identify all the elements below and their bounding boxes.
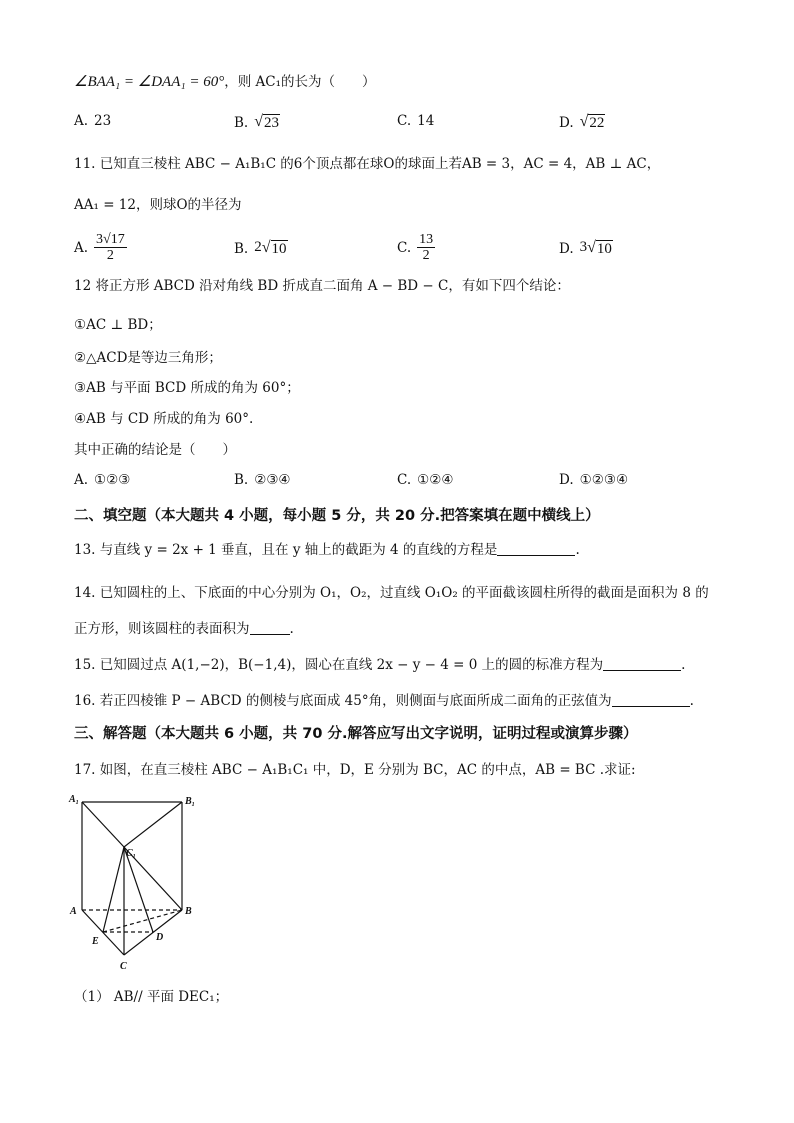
radicand: 22: [589, 115, 605, 131]
q13-text: 13. 与直线 y = 2x + 1 垂直，且在 y 轴上的截距为 4 的直线的方程是: [74, 542, 498, 558]
label-d: D: [156, 932, 164, 943]
prism-figure: [64, 790, 214, 980]
denominator: 2: [422, 248, 430, 263]
section-heading-solutions: 三、解答题（本大题共 6 小题，共 70 分.解答应写出文字说明，证明过程或演算步骤）: [74, 726, 638, 742]
q10-tail: [74, 72, 376, 92]
q13: [74, 540, 580, 560]
q11-option-b: [234, 239, 288, 258]
q14-line2: [74, 619, 294, 639]
coefficient: 2: [254, 239, 262, 255]
option-value: 23: [94, 113, 112, 129]
q12-question: 其中正确的结论是（ ）: [74, 442, 236, 458]
sqrt-expression: √ 22: [579, 113, 605, 131]
fraction: [94, 232, 127, 263]
q12-item-3: ③AB 与平面 BCD 所成的角为 60°；: [74, 380, 300, 396]
option-label: C.: [397, 472, 412, 488]
denominator: 2: [106, 248, 114, 263]
q11-line2: AA₁ = 12，则球O的半径为: [74, 197, 242, 213]
option-label: A.: [74, 239, 89, 256]
answer-blank[interactable]: [497, 541, 575, 556]
q12-item-1: ①AC ⊥ BD；: [74, 317, 162, 333]
sqrt-expression: 3 √ 10: [579, 239, 612, 257]
q14-line1: 14. 已知圆柱的上、下底面的中心分别为 O₁，O₂，过直线 O₁O₂ 的平面截该圆柱所得的截面是面积为 8 的: [74, 585, 709, 601]
option-label: C.: [397, 113, 412, 129]
q17-stem: 17. 如图，在直三棱柱 ABC − A₁B₁C₁ 中，D，E 分别为 BC，AC 的中点，AB = BC .求证:: [74, 762, 636, 778]
q12-option-a: [74, 472, 130, 488]
q10-options: [74, 113, 774, 139]
radicand: 23: [264, 115, 279, 131]
q10-option-c: [397, 113, 434, 129]
label-a1: $A_1$: [69, 794, 79, 806]
option-value: ①②④: [417, 472, 454, 488]
edge-a1c1: [82, 802, 124, 847]
q15: [74, 655, 685, 675]
label-c1: $C_1$: [126, 848, 136, 860]
q12-item-4: ④AB 与 CD 所成的角为 60°.: [74, 411, 254, 427]
q12-item-2: ②△ACD是等边三角形；: [74, 350, 222, 366]
q16-text: 16. 若正四棱锥 P − ABCD 的侧棱与底面成 45°角，则侧面与底面所成二面角的正弦值为: [74, 693, 612, 709]
radicand: 10: [596, 241, 612, 257]
q10-option-a: [74, 113, 111, 129]
answer-blank[interactable]: [603, 656, 681, 671]
radicand: 10: [271, 241, 287, 257]
option-label: D.: [559, 114, 574, 131]
q14-text: 正方形，则该圆柱的表面积为: [74, 621, 250, 637]
q17-part1: （1） AB// 平面 DEC₁；: [74, 989, 229, 1005]
sqrt-expression: 2 √ 10: [254, 239, 287, 257]
option-value: ①②③: [94, 472, 131, 488]
option-label: A.: [74, 472, 89, 488]
option-label: B.: [234, 114, 249, 131]
answer-blank[interactable]: [612, 692, 690, 707]
q14-end: .: [289, 621, 294, 637]
q12-option-c: [397, 472, 453, 488]
section-heading-fill-in: 二、填空题（本大题共 4 小题，每小题 5 分，共 20 分.把答案填在题中横线上）: [74, 508, 600, 524]
label-c: C: [120, 961, 127, 972]
option-value: 14: [417, 113, 435, 129]
q15-text: 15. 已知圆过点 A(1,−2)，B(−1,4)，圆心在直线 2x − y − 4 = 0 上的圆的标准方程为: [74, 657, 604, 673]
q12-option-d: [559, 472, 628, 488]
option-value: ①②③④: [579, 472, 629, 488]
label-a: A: [70, 906, 77, 917]
edge-b1c1: [124, 802, 182, 847]
option-label: C.: [397, 239, 412, 256]
q10-option-b: [234, 113, 280, 132]
numerator: 3√17: [96, 232, 125, 247]
numerator: 13: [419, 232, 434, 247]
q16: [74, 691, 694, 711]
coefficient: 3: [579, 239, 588, 255]
q11-option-c: [397, 232, 435, 263]
edge-c1d: [124, 847, 153, 932]
option-value: ②③④: [254, 472, 291, 488]
q11-option-d: [559, 239, 613, 258]
q12-stem: 12 将正方形 ABCD 沿对角线 BD 折成直二面角 A − BD − C，有如下四个结论：: [74, 278, 570, 294]
q10-angle-text: ∠BAA₁ = ∠DAA₁ = 60°: [74, 74, 225, 90]
option-label: B.: [234, 240, 249, 257]
q10-rest: ，则 AC₁的长为（ ）: [224, 74, 376, 90]
answer-blank[interactable]: [250, 620, 290, 635]
label-b1: $B_1$: [185, 796, 195, 808]
option-label: D.: [559, 240, 574, 257]
label-e: E: [92, 936, 99, 947]
edge-eb-dashed: [103, 910, 182, 932]
q12-options: [74, 472, 774, 498]
q10-option-d: [559, 113, 605, 132]
q11-line1: 11. 已知直三棱柱 ABC − A₁B₁C 的6个顶点都在球O的球面上若AB = 3，AC = 4，AB ⊥ AC，: [74, 156, 661, 172]
q11-option-a: [74, 232, 127, 263]
q11-options: [74, 232, 774, 266]
fraction: [417, 232, 435, 263]
option-label: A.: [74, 113, 89, 129]
option-label: B.: [234, 472, 249, 488]
q12-option-b: [234, 472, 291, 488]
edge-c1e: [103, 847, 124, 932]
q15-end: .: [681, 657, 686, 673]
sqrt-expression: √ 23: [254, 113, 279, 131]
q13-end: .: [575, 542, 580, 558]
label-b: B: [185, 906, 192, 917]
q16-end: .: [689, 693, 694, 709]
option-label: D.: [559, 472, 574, 488]
